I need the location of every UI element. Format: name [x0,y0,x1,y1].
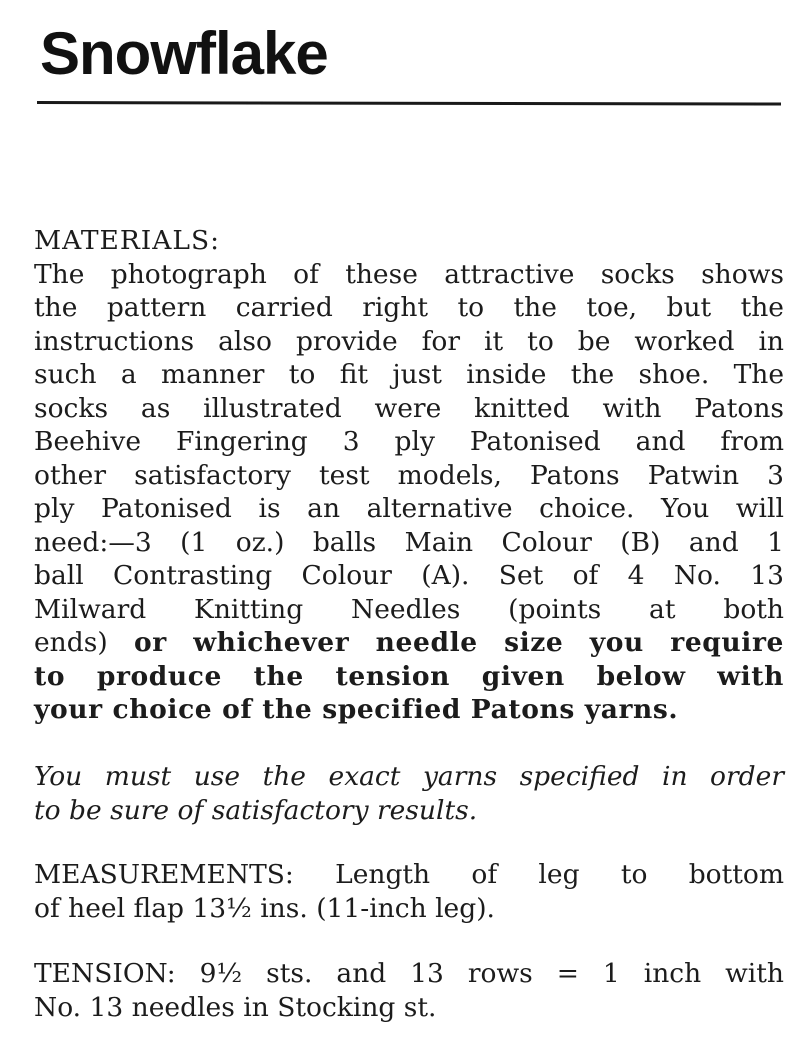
materials-text-line: Beehive Fingering 3 ply Patonised and from [34,426,784,457]
page-title: Snowflake [40,20,328,87]
tension-section [34,957,784,1024]
measurements-line: MEASUREMENTS: Length of leg to bottom [34,859,784,890]
tension-line: No. 13 needles in Stocking st. [34,991,437,1023]
materials-bold-line: to produce the tension given below with [34,660,784,692]
materials-bold-line: your choice of the specified Patons yarns. [34,694,679,725]
materials-section [34,224,784,727]
materials-text-line: ball Contrasting Colour (A). Set of 4 No. 13 [34,560,784,591]
title-divider [37,101,781,106]
materials-text-line: Milward Knitting Needles (points at both [34,593,784,625]
materials-text-line: instructions also provide for it to be worked in [34,325,784,357]
yarn-notice [34,760,784,827]
measurements-line: of heel flap 13½ ins. (11-inch leg). [34,892,495,924]
notice-line: to be sure of satisfactory results. [34,794,478,826]
notice-line: You must use the exact yarns specified in order [34,761,784,792]
materials-mixed-regular: ends) [34,627,108,658]
measurements-section [34,858,784,925]
materials-mixed-bold: or whichever needle size you require [107,627,784,658]
tension-line: TENSION: 9½ sts. and 13 rows = 1 inch with [34,958,784,989]
materials-text-line: other satisfactory test models, Patons Patwin 3 [34,459,784,491]
materials-text-line: the pattern carried right to the toe, but the [34,292,784,323]
materials-text-line: need:—3 (1 oz.) balls Main Colour (B) and 1 [34,526,784,558]
materials-text-line: The photograph of these attractive socks shows [34,258,784,290]
materials-text-line: such a manner to fit just inside the shoe. The [34,359,784,390]
materials-mixed-line [34,626,784,660]
materials-heading: MATERIALS: [34,225,221,256]
materials-text-line: socks as illustrated were knitted with Patons [34,392,784,424]
materials-text-line: ply Patonised is an alternative choice. You will [34,493,784,524]
